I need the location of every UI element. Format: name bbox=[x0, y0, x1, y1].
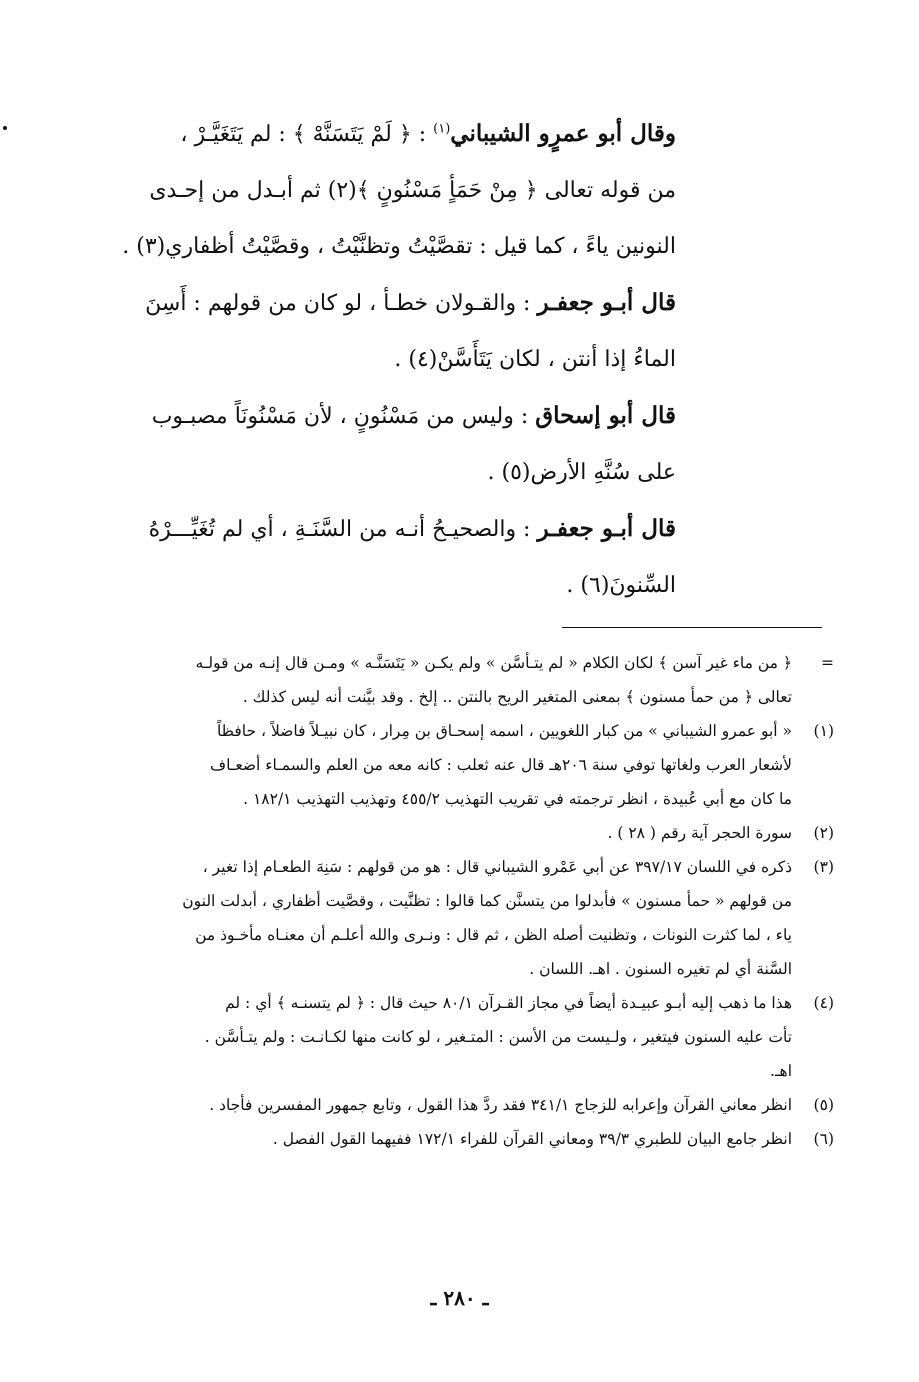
footnote bbox=[102, 1122, 834, 1156]
footnote-line: ما كان مع أبي عُبيدة ، انظر ترجمته في تقريب التهذيب ٤٥٥/٢ وتهذيب التهذيب ١٨٢/١ . bbox=[243, 790, 792, 808]
footnote-line: انظر جامع البيان للطبري ٣٩/٣ ومعاني القرآن للفراء ١٧٢/١ ففيهما القول الفصل . bbox=[272, 1130, 792, 1148]
footnote bbox=[102, 816, 834, 850]
footnote-line: لأشعار العرب ولغاتها توفي سنة ٢٠٦هـ قال عنه ثعلب : كانه معه من العلم والسمـاء أضعـاف bbox=[210, 756, 792, 774]
line-text: النونين ياءً ، كما قيل : تقصَّيْتُ وتظنَّيْتُ ، وقصَّيْتُ أظفاري(٣) . bbox=[122, 234, 676, 259]
footnote-number: (٣) bbox=[813, 858, 834, 876]
footnote-number: (٦) bbox=[813, 1130, 834, 1148]
footnote-separator bbox=[562, 627, 822, 628]
margin-mark bbox=[3, 126, 7, 130]
page-number: ـ ٢٨٠ ـ bbox=[430, 1286, 489, 1310]
main-line bbox=[98, 445, 676, 501]
footnote-body bbox=[102, 816, 792, 850]
line-text: من قوله تعالى ﴿ مِنْ حَمَأٍ مَسْنُونٍ ﴾(٢) ثم أبـدل من إحـدى bbox=[149, 178, 676, 203]
speaker: قال أبـو جعفـر bbox=[537, 289, 676, 316]
footnote-line: تعالى ﴿ من حمأ مسنون ﴾ بمعنى المتغير الريح بالنتن .. إلخ . وقد بيَّنت أنه ليس كذلك . bbox=[242, 688, 792, 706]
line-text: على سُنَّهِ الأرض(٥) . bbox=[487, 460, 676, 485]
footnote-number: (٢) bbox=[813, 824, 834, 842]
footnote-line: ياء ، لما كثرت النونات ، وتظنيت أصله الظن ، ثم قال : ونـرى والله أعلـم أن معنـاه مأخـوذ من bbox=[195, 926, 792, 944]
line-text: السِّنونَ(٦) . bbox=[566, 573, 676, 598]
footnote-ref: (١) bbox=[433, 121, 451, 137]
main-line bbox=[98, 163, 676, 219]
line-text: : والقـولان خطـأ ، لو كان من قولهم : أَسِنَ bbox=[145, 291, 538, 316]
speaker: وقال أبو عمرٍو الشيباني bbox=[450, 120, 676, 147]
main-line bbox=[98, 501, 676, 558]
footnotes bbox=[102, 646, 834, 1156]
main-line bbox=[98, 388, 676, 445]
footnote bbox=[102, 850, 834, 986]
line-text: : وليس من مَسْنُونٍ ، لأن مَسْنُونَاً مصبـوب bbox=[151, 404, 536, 429]
footnote-body bbox=[102, 714, 792, 816]
line-text: الماءُ إذا أنتن ، لكان يَتَأَسَّنْ(٤) . bbox=[394, 347, 676, 372]
footnote bbox=[102, 714, 834, 816]
main-line bbox=[98, 219, 676, 275]
footnote-line: هذا ما ذهب إليه أبـو عبيـدة أيضاً في مجاز القـرآن ٨٠/١ حيث قال : ﴿ لم يتسنـه ﴾ أي : لم bbox=[225, 994, 792, 1012]
footnote-body bbox=[102, 986, 792, 1088]
main-line bbox=[98, 106, 676, 163]
main-text bbox=[98, 106, 676, 614]
footnote-line: ذكره في اللسان ٣٩٧/١٧ عن أبي عَمْرو الشيباني قال : هو من قولهم : سَنِهَ الطعـام إذا تغير ، bbox=[202, 858, 792, 876]
footnote bbox=[102, 986, 834, 1088]
footnote bbox=[102, 1088, 834, 1122]
footnote-body bbox=[102, 1122, 792, 1156]
main-line bbox=[98, 275, 676, 332]
footnote-line: انظر معاني القرآن وإعرابه للزجاج ٣٤١/١ فقد ردَّ هذا القول ، وتابع جمهور المفسرين فأجاد . bbox=[209, 1096, 792, 1114]
footnote-line: ﴿ من ماء غير آسن ﴾ لكان الكلام « لم يتـأسَّن » ولم يكـن « يَتَسَنَّـه » ومـن قال إنـه من قولـه bbox=[195, 654, 792, 672]
footnote-number: (١) bbox=[813, 722, 834, 740]
main-line bbox=[98, 332, 676, 388]
footnote-line: من قولهم « حمأ مسنون » فأبدلوا من يتسنَّن كما قالوا : تظنَّيت ، وقصَّيت أظفاري ، أبدلت النون bbox=[182, 892, 792, 910]
footnote bbox=[102, 646, 834, 714]
line-text: : والصحيـحُ أنـه من السَّنَـةِ ، أي لم تُغَيِّـــرْهُ bbox=[148, 517, 538, 542]
footnote-line: « أبو عمرو الشيباني » من كبار اللغويين ، اسمه إسحـاق بن مِرار ، كان نبيـلاً فاضلاً ، حافظاً bbox=[216, 722, 792, 740]
footnote-body bbox=[102, 646, 792, 714]
footnote-number: = bbox=[821, 654, 834, 672]
footnote-line: تأت عليه السنون فيتغير ، ولـيست من الأسن : المتـغير ، لو كانت منها لكـانـت : ولم يتـأسَّن . bbox=[204, 1028, 792, 1046]
footnote-line: سورة الحجر آية رقم ( ٢٨ ) . bbox=[607, 824, 792, 842]
speaker: قال أبو إسحاق bbox=[535, 402, 676, 429]
footnote-body bbox=[102, 1088, 792, 1122]
main-line bbox=[98, 558, 676, 614]
footnote-body bbox=[102, 850, 792, 986]
footnote-line: اهـ. bbox=[770, 1062, 792, 1080]
footnote-line: السَّنة أي لم تغيره السنون . اهـ. اللسان . bbox=[529, 960, 792, 978]
footnote-number: (٥) bbox=[813, 1096, 834, 1114]
line-text: : ﴿ لَمْ يَتَسَنَّهْ ﴾ : لم يَتَغَيَّـرْ ، bbox=[180, 122, 434, 147]
footnote-number: (٤) bbox=[813, 994, 834, 1012]
speaker: قال أبـو جعفـر bbox=[537, 515, 676, 542]
